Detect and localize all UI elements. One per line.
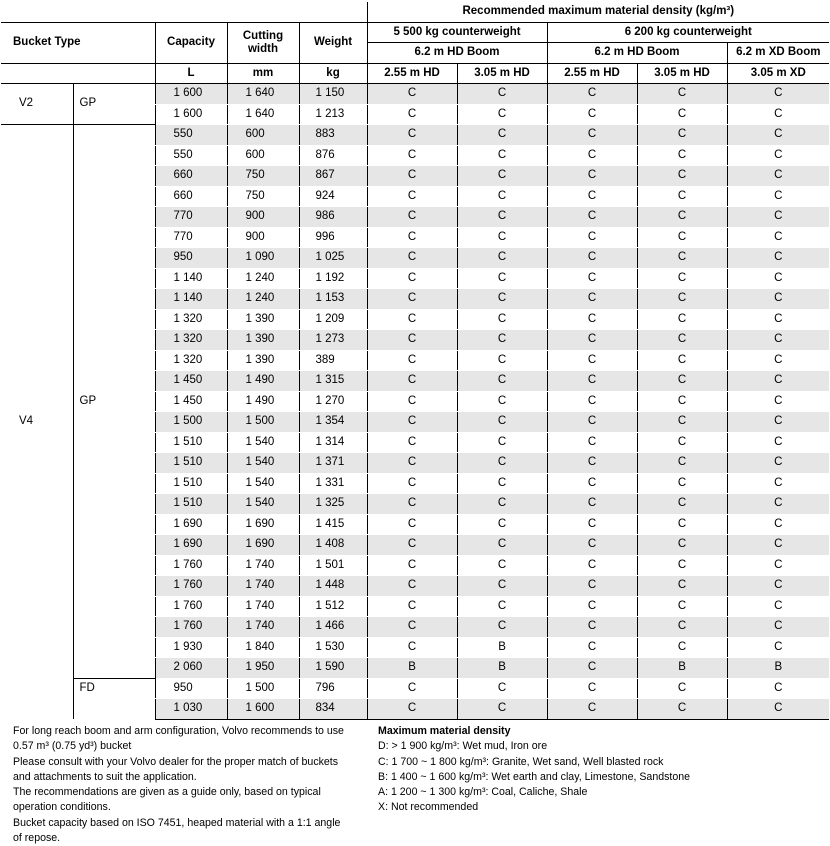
cell-density: C (637, 453, 727, 474)
note-line: 0.57 m³ (0.75 yd³) bucket (13, 740, 132, 753)
cell-density: C (547, 145, 637, 166)
cell-weight: 1 273 (299, 330, 367, 351)
cell-weight: 1 408 (299, 535, 367, 556)
cell-capacity: 1 320 (155, 350, 227, 371)
density-legend (378, 724, 798, 816)
cell-density: C (457, 104, 547, 125)
capacity-header: Capacity (155, 22, 227, 63)
table-row (1, 125, 829, 146)
cell-density: C (637, 371, 727, 392)
footer-notes (13, 724, 363, 846)
cell-cutting-width: 1 390 (227, 309, 299, 330)
cell-cutting-width: 750 (227, 186, 299, 207)
cell-density: C (367, 699, 457, 720)
cell-density: C (727, 186, 829, 207)
cell-capacity: 1 930 (155, 637, 227, 658)
cell-weight: 1 325 (299, 494, 367, 515)
recommended-header: Recommended maximum material density (kg/m³) (367, 2, 829, 22)
cell-density: C (547, 166, 637, 187)
cell-density: C (367, 309, 457, 330)
cell-density: C (367, 432, 457, 453)
cell-weight: 883 (299, 125, 367, 146)
cell-capacity: 660 (155, 186, 227, 207)
cell-density: C (727, 84, 829, 105)
cell-density: C (637, 145, 727, 166)
cell-cutting-width: 1 540 (227, 473, 299, 494)
cell-density: C (367, 514, 457, 535)
cell-cutting-width: 1 390 (227, 350, 299, 371)
cell-density: C (637, 432, 727, 453)
cell-capacity: 550 (155, 125, 227, 146)
cell-density: C (547, 104, 637, 125)
cell-density: C (457, 494, 547, 515)
cell-density: C (637, 494, 727, 515)
cell-density: C (457, 248, 547, 269)
cell-weight: 1 213 (299, 104, 367, 125)
note-line: Please consult with your Volvo dealer for the proper match of buckets (13, 755, 339, 768)
cell-density: C (547, 391, 637, 412)
cell-density: C (547, 596, 637, 617)
cell-density: C (727, 453, 829, 474)
cell-capacity: 1 450 (155, 371, 227, 392)
cell-density: B (457, 637, 547, 658)
cell-weight: 1 270 (299, 391, 367, 412)
cell-capacity: 770 (155, 207, 227, 228)
cell-density: C (457, 371, 547, 392)
unit-cutting: mm (227, 63, 299, 84)
cell-density: C (367, 453, 457, 474)
legend-line: B: 1 400 ~ 1 600 kg/m³: Wet earth and clay, Limestone, Sandstone (378, 770, 691, 783)
cell-cutting-width: 1 390 (227, 330, 299, 351)
type-v4-gp: GP (73, 125, 155, 679)
cell-density: C (457, 166, 547, 187)
cell-cutting-width: 600 (227, 125, 299, 146)
cell-density: C (637, 166, 727, 187)
cell-density: C (727, 207, 829, 228)
cell-weight: 1 530 (299, 637, 367, 658)
cell-weight: 924 (299, 186, 367, 207)
cell-density: C (637, 125, 727, 146)
cell-density: C (637, 576, 727, 597)
cell-weight: 1 501 (299, 555, 367, 576)
cell-density: B (637, 658, 727, 679)
cell-capacity: 950 (155, 248, 227, 269)
cell-density: C (367, 535, 457, 556)
cell-density: C (547, 678, 637, 699)
cell-density: C (547, 514, 637, 535)
cell-density: C (727, 371, 829, 392)
cell-density: C (727, 699, 829, 720)
cell-density: C (637, 473, 727, 494)
table-row (1, 84, 829, 105)
cell-density: C (547, 576, 637, 597)
cell-density: C (367, 289, 457, 310)
cell-density: C (637, 330, 727, 351)
cell-cutting-width: 1 740 (227, 617, 299, 638)
cell-density: C (547, 309, 637, 330)
cell-density: C (637, 555, 727, 576)
cell-density: C (637, 248, 727, 269)
cell-density: C (457, 227, 547, 248)
cell-density: B (727, 658, 829, 679)
cell-density: C (457, 617, 547, 638)
cell-density: C (547, 289, 637, 310)
cell-density: C (457, 432, 547, 453)
cell-capacity: 1 450 (155, 391, 227, 412)
cell-density: C (727, 330, 829, 351)
cell-cutting-width: 750 (227, 166, 299, 187)
cell-density: C (727, 535, 829, 556)
group-v2: V2 (1, 84, 73, 125)
cell-capacity: 1 510 (155, 494, 227, 515)
cell-density: C (457, 309, 547, 330)
cell-density: C (547, 473, 637, 494)
cell-capacity: 1 510 (155, 453, 227, 474)
arm5-header: 3.05 m XD (727, 63, 829, 84)
cw2-header: 6 200 kg counterweight (547, 22, 829, 43)
cell-density: C (727, 596, 829, 617)
cell-density: C (547, 617, 637, 638)
cell-capacity: 1 760 (155, 617, 227, 638)
cell-density: C (637, 617, 727, 638)
cell-density: C (457, 330, 547, 351)
cell-density: C (727, 617, 829, 638)
cell-capacity: 1 600 (155, 84, 227, 105)
cell-capacity: 950 (155, 678, 227, 699)
cell-capacity: 1 140 (155, 289, 227, 310)
cell-capacity: 1 690 (155, 535, 227, 556)
note-line: of repose. (13, 832, 61, 845)
cell-weight: 1 331 (299, 473, 367, 494)
cell-cutting-width: 1 490 (227, 371, 299, 392)
cell-cutting-width: 1 090 (227, 248, 299, 269)
cell-density: B (367, 658, 457, 679)
cell-density: C (367, 412, 457, 433)
cell-density: C (727, 412, 829, 433)
cell-weight: 1 466 (299, 617, 367, 638)
cell-capacity: 1 760 (155, 555, 227, 576)
cell-density: C (457, 555, 547, 576)
cell-capacity: 660 (155, 166, 227, 187)
boom2-header: 6.2 m HD Boom (547, 43, 727, 64)
table-body (1, 84, 829, 720)
cell-density: C (547, 207, 637, 228)
legend-line: X: Not recommended (378, 801, 479, 814)
cell-density: C (367, 371, 457, 392)
cell-cutting-width: 1 240 (227, 268, 299, 289)
cell-density: C (457, 596, 547, 617)
cell-density: C (547, 535, 637, 556)
cell-weight: 876 (299, 145, 367, 166)
cell-density: C (727, 125, 829, 146)
cell-cutting-width: 1 740 (227, 555, 299, 576)
cell-density: C (637, 84, 727, 105)
cell-density: C (727, 145, 829, 166)
cell-density: C (727, 268, 829, 289)
group-v4: V4 (19, 415, 34, 428)
cell-density: C (727, 432, 829, 453)
cell-cutting-width: 1 950 (227, 658, 299, 679)
cell-density: C (367, 84, 457, 105)
cell-cutting-width: 1 600 (227, 699, 299, 720)
cell-weight: 1 415 (299, 514, 367, 535)
legend-title: Maximum material density (378, 725, 511, 737)
cell-density: C (637, 535, 727, 556)
cell-density: C (637, 289, 727, 310)
cell-density: C (637, 596, 727, 617)
cell-density: C (367, 494, 457, 515)
cell-density: C (547, 371, 637, 392)
cell-density: C (727, 555, 829, 576)
cell-cutting-width: 1 840 (227, 637, 299, 658)
cell-weight: 834 (299, 699, 367, 720)
cell-cutting-width: 1 500 (227, 678, 299, 699)
note-line: operation conditions. (13, 801, 111, 814)
cell-density: C (367, 227, 457, 248)
cell-capacity: 1 760 (155, 596, 227, 617)
cell-density: C (367, 596, 457, 617)
cell-density: C (637, 186, 727, 207)
cell-weight: 1 448 (299, 576, 367, 597)
note-line: and attachments to suit the application. (13, 770, 197, 783)
cell-density: C (367, 330, 457, 351)
legend-line: D: > 1 900 kg/m³: Wet mud, Iron ore (378, 740, 548, 753)
unit-weight: kg (299, 63, 367, 84)
cell-cutting-width: 1 690 (227, 535, 299, 556)
cell-cutting-width: 1 640 (227, 104, 299, 125)
cell-density: C (547, 186, 637, 207)
cell-density: C (637, 412, 727, 433)
cell-density: C (547, 453, 637, 474)
cell-density: C (727, 166, 829, 187)
cell-capacity: 1 500 (155, 412, 227, 433)
cell-weight: 1 150 (299, 84, 367, 105)
cell-density: C (457, 84, 547, 105)
cell-density: C (457, 699, 547, 720)
cell-density: C (727, 514, 829, 535)
cell-density: C (727, 391, 829, 412)
cell-cutting-width: 1 540 (227, 494, 299, 515)
cell-weight: 1 512 (299, 596, 367, 617)
type-v2-gp: GP (73, 84, 155, 125)
cell-density: C (727, 637, 829, 658)
arm4-header: 3.05 m HD (637, 63, 727, 84)
cell-density: C (547, 412, 637, 433)
cell-density: C (367, 391, 457, 412)
cell-weight: 1 354 (299, 412, 367, 433)
cell-capacity: 2 060 (155, 658, 227, 679)
cell-density: C (367, 617, 457, 638)
cell-cutting-width: 900 (227, 227, 299, 248)
cell-density: C (457, 514, 547, 535)
cell-density: C (367, 473, 457, 494)
cell-density: C (637, 678, 727, 699)
cell-density: C (727, 678, 829, 699)
cell-capacity: 1 690 (155, 514, 227, 535)
cell-density: C (547, 125, 637, 146)
cell-cutting-width: 1 500 (227, 412, 299, 433)
cell-weight: 996 (299, 227, 367, 248)
cell-capacity: 1 140 (155, 268, 227, 289)
legend-line: C: 1 700 ~ 1 800 kg/m³: Granite, Wet sand, Well blasted rock (378, 755, 664, 768)
cell-density: C (727, 248, 829, 269)
cell-density: C (367, 637, 457, 658)
cell-density: C (547, 555, 637, 576)
cell-density: C (727, 473, 829, 494)
bucket-type-header: Bucket Type (1, 22, 155, 63)
cell-cutting-width: 1 540 (227, 453, 299, 474)
weight-header: Weight (299, 22, 367, 63)
cell-capacity: 1 320 (155, 309, 227, 330)
cell-density: C (367, 207, 457, 228)
cell-density: C (367, 125, 457, 146)
cell-density: C (547, 268, 637, 289)
cell-capacity: 1 600 (155, 104, 227, 125)
cell-density: C (367, 555, 457, 576)
cell-density: B (457, 658, 547, 679)
cell-weight: 1 315 (299, 371, 367, 392)
cell-density: C (637, 514, 727, 535)
cell-cutting-width: 1 640 (227, 84, 299, 105)
cell-density: C (547, 248, 637, 269)
cell-density: C (457, 453, 547, 474)
cell-weight: 389 (299, 350, 367, 371)
cell-density: C (457, 186, 547, 207)
cell-weight: 1 209 (299, 309, 367, 330)
cell-density: C (367, 678, 457, 699)
type-v4-fd: FD (73, 678, 155, 719)
cell-density: C (637, 699, 727, 720)
unit-capacity: L (155, 63, 227, 84)
note-line: The recommendations are given as a guide only, based on typical (13, 786, 321, 799)
cell-capacity: 1 510 (155, 432, 227, 453)
cell-density: C (547, 350, 637, 371)
note-line: Bucket capacity based on ISO 7451, heaped material with a 1:1 angle (13, 816, 341, 829)
cell-density: C (637, 207, 727, 228)
cell-weight: 867 (299, 166, 367, 187)
cell-cutting-width: 1 240 (227, 289, 299, 310)
cell-cutting-width: 1 690 (227, 514, 299, 535)
cell-density: C (727, 227, 829, 248)
cell-density: C (457, 412, 547, 433)
cell-density: C (547, 699, 637, 720)
cell-cutting-width: 600 (227, 145, 299, 166)
cell-capacity: 1 320 (155, 330, 227, 351)
cell-density: C (457, 678, 547, 699)
cell-capacity: 770 (155, 227, 227, 248)
cell-density: C (457, 207, 547, 228)
cell-density: C (367, 145, 457, 166)
cell-density: C (457, 145, 547, 166)
boom1-header: 6.2 m HD Boom (367, 43, 547, 64)
cell-density: C (457, 350, 547, 371)
cell-density: C (727, 104, 829, 125)
cell-density: C (367, 268, 457, 289)
cell-weight: 1 153 (299, 289, 367, 310)
cell-density: C (457, 576, 547, 597)
cw1-header: 5 500 kg counterweight (367, 22, 547, 43)
cell-density: C (457, 125, 547, 146)
cell-weight: 1 371 (299, 453, 367, 474)
cell-density: C (727, 576, 829, 597)
cell-density: C (547, 432, 637, 453)
cell-density: C (547, 658, 637, 679)
cell-weight: 796 (299, 678, 367, 699)
boom3-header: 6.2 m XD Boom (727, 43, 829, 64)
bucket-table (1, 2, 829, 720)
cell-capacity: 1 760 (155, 576, 227, 597)
cell-weight: 986 (299, 207, 367, 228)
cell-density: C (457, 268, 547, 289)
cell-density: C (637, 637, 727, 658)
arm3-header: 2.55 m HD (547, 63, 637, 84)
cell-density: C (367, 576, 457, 597)
cell-density: C (637, 391, 727, 412)
cell-density: C (367, 248, 457, 269)
cell-capacity: 550 (155, 145, 227, 166)
cell-density: C (637, 268, 727, 289)
cell-density: C (457, 473, 547, 494)
cell-density: C (367, 186, 457, 207)
cell-density: C (367, 104, 457, 125)
cell-cutting-width: 1 740 (227, 576, 299, 597)
cell-density: C (457, 535, 547, 556)
cell-density: C (637, 309, 727, 330)
cell-density: C (637, 350, 727, 371)
arm1-header: 2.55 m HD (367, 63, 457, 84)
cell-cutting-width: 900 (227, 207, 299, 228)
cell-capacity: 1 510 (155, 473, 227, 494)
cell-density: C (367, 166, 457, 187)
legend-line: A: 1 200 ~ 1 300 kg/m³: Coal, Caliche, Shale (378, 786, 588, 799)
cell-density: C (727, 350, 829, 371)
cell-density: C (367, 350, 457, 371)
cell-capacity: 1 030 (155, 699, 227, 720)
cell-weight: 1 590 (299, 658, 367, 679)
cell-density: C (727, 494, 829, 515)
cell-density: C (637, 227, 727, 248)
cell-density: C (547, 330, 637, 351)
cell-cutting-width: 1 540 (227, 432, 299, 453)
table-row (1, 678, 829, 699)
cell-density: C (457, 289, 547, 310)
cell-density: C (637, 104, 727, 125)
cell-weight: 1 192 (299, 268, 367, 289)
cutting-width-header: Cutting width (227, 22, 299, 63)
cell-density: C (547, 227, 637, 248)
cell-density: C (547, 494, 637, 515)
cell-density: C (547, 84, 637, 105)
cell-density: C (727, 289, 829, 310)
arm2-header: 3.05 m HD (457, 63, 547, 84)
cell-cutting-width: 1 490 (227, 391, 299, 412)
cell-weight: 1 314 (299, 432, 367, 453)
note-line: For long reach boom and arm configuration, Volvo recommends to use (13, 725, 344, 737)
cell-weight: 1 025 (299, 248, 367, 269)
cell-density: C (457, 391, 547, 412)
cell-density: C (547, 637, 637, 658)
cell-density: C (727, 309, 829, 330)
cell-cutting-width: 1 740 (227, 596, 299, 617)
